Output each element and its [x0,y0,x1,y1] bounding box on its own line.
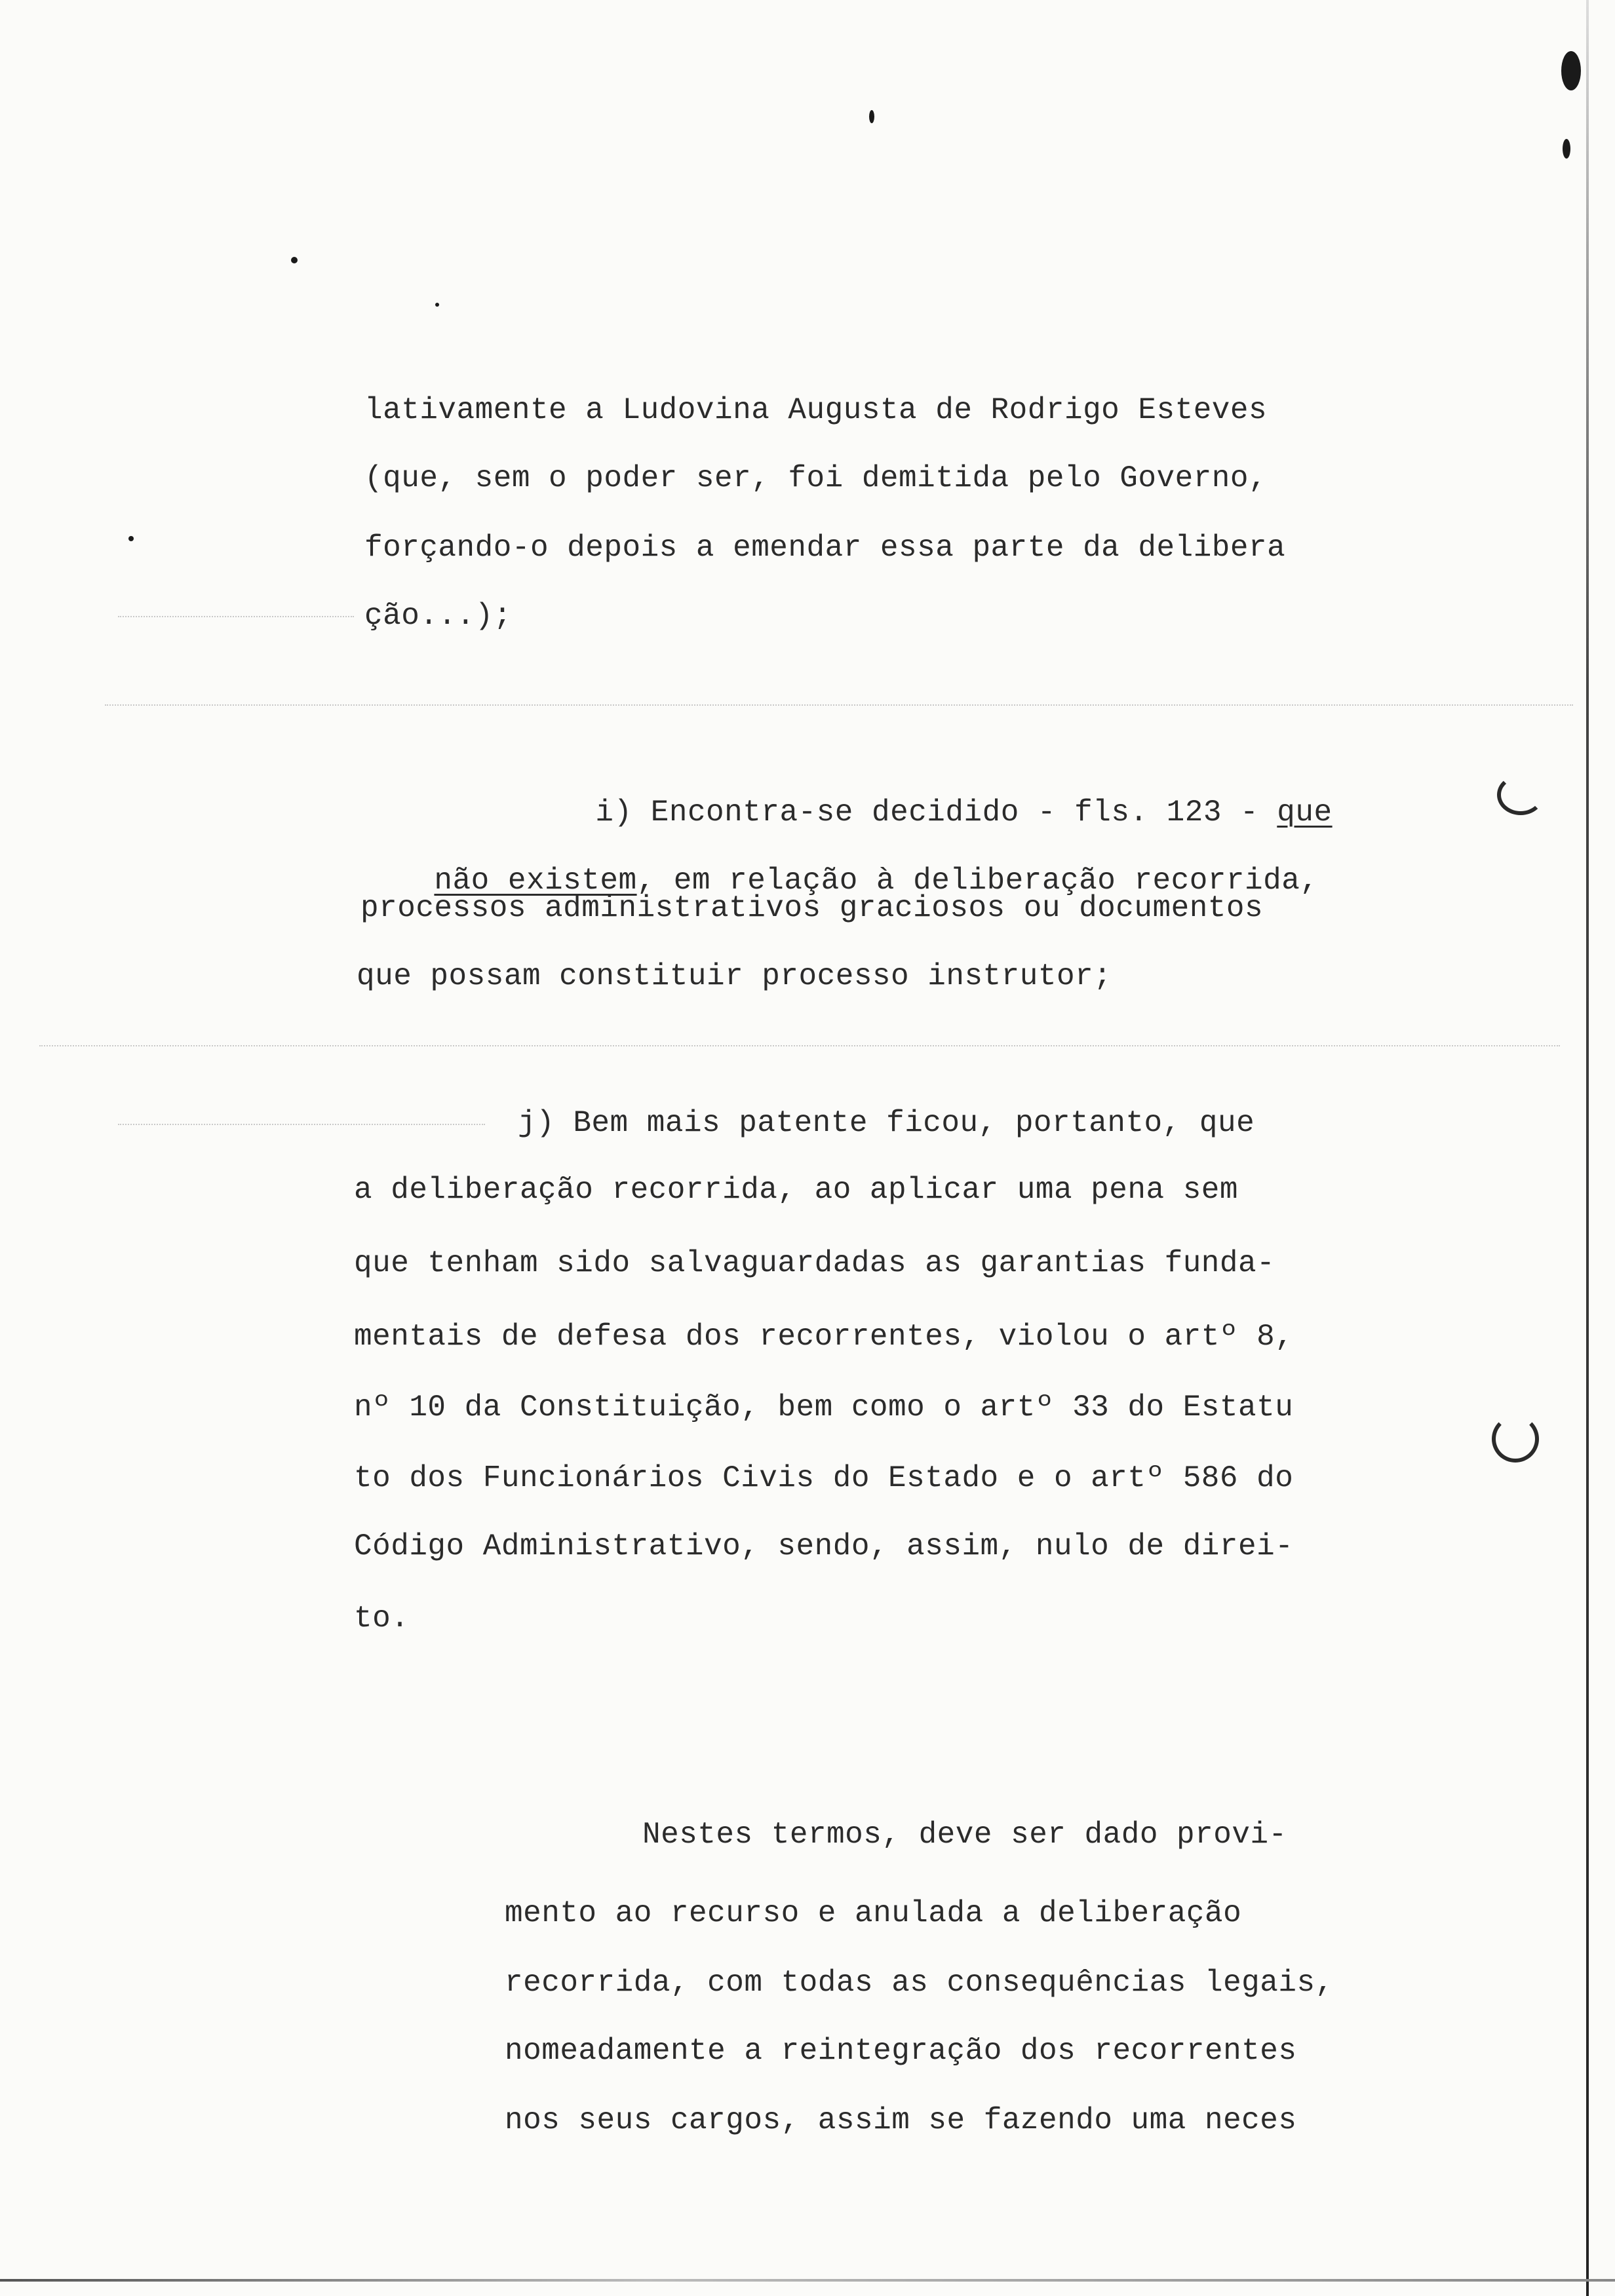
text-line: a deliberação recorrida, ao aplicar uma pena sem [354,1173,1239,1207]
underlined-text: não existem [434,864,637,898]
text-line: nos seus cargos, assim se fazendo uma neces [505,2103,1297,2137]
text-line: ção...); [364,599,512,633]
text-line: processos administrativos graciosos ou documentos [360,891,1264,925]
text-line: que possam constituir processo instrutor; [357,959,1112,993]
ink-speck [128,536,134,541]
item-i-text: i) Encontra-se decidido - fls. 123 - [595,795,1277,830]
page-bottom-edge-shadow [0,2279,1615,2282]
underlined-text: que [1277,795,1333,830]
text-line: lativamente a Ludovina Augusta de Rodrigo Esteves [364,393,1268,427]
text-line: recorrida, com todas as consequências legais, [505,1966,1334,2000]
punch-hole-mark [1492,1415,1539,1463]
page-right-edge-shadow [1586,0,1589,2296]
text-line: Nestes termos, deve ser dado provi- [642,1818,1287,1852]
ink-speck [1563,139,1570,159]
text-line: forçando-o depois a emendar essa parte da delibera [364,531,1286,565]
text-line: j) Bem mais patente ficou, portanto, que [518,1106,1255,1140]
scan-noise-dots [105,704,1573,706]
text-run: , em relação à deliberação recorrida, [636,864,1319,898]
text-line: to. [354,1601,410,1636]
text-line: Código Administrativo, sendo, assim, nulo de direi- [354,1529,1294,1563]
text-line: nomeadamente a reintegração dos recorrentes [505,2034,1297,2068]
ink-speck [291,257,298,263]
text-line: que tenham sido salvaguardadas as garantias funda- [354,1246,1275,1280]
scan-noise-dots [118,616,354,617]
ink-speck [1561,51,1581,90]
scan-noise-dots [118,1124,485,1125]
text-line: mentais de defesa dos recorrentes, violou o artº 8, [354,1320,1294,1354]
ink-speck [869,110,874,123]
text-line: to dos Funcionários Civis do Estado e o artº 586 do [354,1461,1294,1495]
text-line: nº 10 da Constituição, bem como o artº 33 do Estatu [354,1390,1294,1425]
ink-speck [435,303,439,307]
scan-noise-dots [39,1045,1560,1046]
text-line: mento ao recurso e anulada a deliberação [505,1896,1242,1930]
punch-hole-mark [1497,775,1544,815]
text-line: (que, sem o poder ser, foi demitida pelo Governo, [364,461,1268,495]
